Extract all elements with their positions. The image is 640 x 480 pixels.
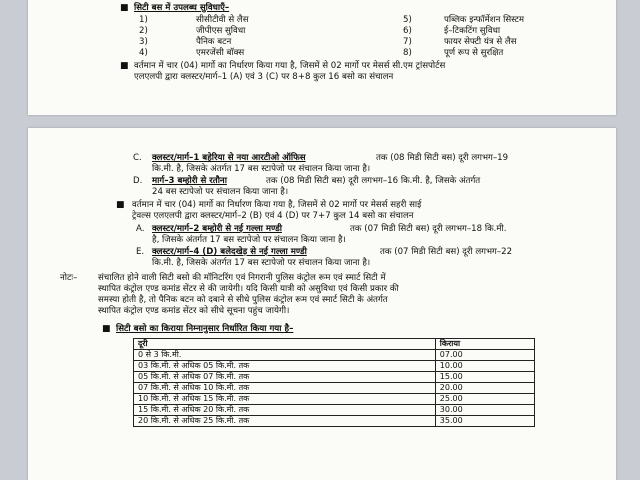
operator-para-line: एलएलपी द्वारा क्लस्टर/मार्ग–1 (A) एवं 3 (C) पर 8+8 कुल 16 बसो का संचालन	[134, 72, 394, 82]
facility-number: 7)	[403, 37, 412, 47]
distance-cell: 07 कि.मी. से अधिक 10 कि.मी. तक	[134, 383, 436, 394]
facility-label: एमरजेंसी बॉक्स	[196, 48, 245, 58]
distance-cell: 10 कि.मी. से अधिक 15 कि.मी. तक	[134, 394, 436, 405]
fare-cell: 20.00	[435, 383, 534, 394]
fare-heading: सिटी बसो का किराया निम्नानुसार निर्धारित किया गया है–	[116, 324, 294, 334]
distance-cell: 15 कि.मी. से अधिक 20 कि.मी. तक	[134, 405, 436, 416]
facility-label: पब्लिक इन्फॉर्मेशन सिस्टम	[444, 15, 524, 25]
note-label: नोटः–	[60, 273, 78, 283]
route-detail: तक (08 मिडी सिटी बस) दूरी लगभग–19	[376, 153, 509, 163]
bullet-icon: ■	[116, 200, 125, 210]
distance-cell: 03 कि.मी. से अधिक 05 कि.मी. तक	[134, 361, 436, 372]
table-row	[134, 361, 535, 372]
operator-para-line: वर्तमान में चार (04) मार्गो का निर्धारण किया गया है, जिसमें से 02 मार्गो पर मेसर्स सी.एम ट्रांसपोर्टस	[134, 61, 446, 71]
route-title: मार्ग–3 बम्होरी से रतौना	[152, 176, 227, 186]
route-detail: कि.मी. है, जिसके अंतर्गत 17 बस स्टापेजो पर संचालन किया जाना है।	[152, 164, 371, 174]
column-header-distance: दूरी	[134, 339, 436, 350]
facility-number: 2)	[139, 26, 148, 36]
route-detail: तक (08 मिडी सिटी बस) दूरी लगभग–16 कि.मी. है, जिसके अंतर्गत	[266, 176, 481, 186]
route-letter: C.	[133, 153, 142, 163]
note-line: स्थापित कंट्रोल एण्ड कमांड सेंटर को सीधे सूचना पहुंच जायेगी।	[98, 306, 290, 316]
route-detail: तक (07 मिडी सिटी बस) दूरी लगभग–22	[380, 247, 513, 257]
table-row	[134, 416, 535, 427]
fare-table	[133, 338, 535, 427]
facility-label: सीसीटीवी से लैस	[196, 15, 249, 25]
fare-cell: 10.00	[435, 361, 534, 372]
table-row	[134, 350, 535, 361]
column-header-fare: किराया	[435, 339, 534, 350]
route-title: क्लस्टर/मार्ग–4 (D) बलेदखेड़ से नई गल्ला मण्डी	[152, 247, 307, 257]
fare-cell: 15.00	[435, 372, 534, 383]
facility-label: पैनिक बटन	[196, 37, 232, 47]
note-line: संचालित होने वाली सिटी बसो की मॉनिटरिंग एवं निगरानी पुलिस कंट्रोल रूम एवं स्मार्ट सिटी में	[98, 273, 386, 283]
table-row	[134, 372, 535, 383]
route-detail: कि.मी. है, जिसके अंतर्गत 17 बस स्टापेजो पर संचालन किया जाना है।	[152, 258, 371, 268]
table-row	[134, 405, 535, 416]
distance-cell: 20 कि.मी. से अधिक 25 कि.मी. तक	[134, 416, 436, 427]
fare-cell: 25.00	[435, 394, 534, 405]
facility-number: 3)	[139, 37, 148, 47]
route-title: क्लस्टर/मार्ग–2 बम्होरी से नई गल्ला मण्डी	[152, 224, 282, 234]
facility-number: 1)	[139, 15, 148, 25]
table-header-row	[134, 339, 535, 350]
note-line: समस्या होती है, तो पैनिक बटन को दबाने से सीधे पुलिस कंट्रोल रूम एवं स्मार्ट सिटी के अंतर्गत	[98, 295, 388, 305]
bullet-icon: ■	[102, 324, 111, 334]
fare-cell: 30.00	[435, 405, 534, 416]
route-detail: 24 बस स्टापेजो पर संचालन किया जाना है।	[152, 187, 289, 197]
table-row	[134, 394, 535, 405]
facility-number: 6)	[403, 26, 412, 36]
facility-label: फायर सेफ्टी यंत्र से लैस	[444, 37, 517, 47]
fare-cell: 07.00	[435, 350, 534, 361]
fare-cell: 35.00	[435, 416, 534, 427]
route-title: क्लस्टर/मार्ग–1 बहेरिया से नया आरटीओ ऑफिस	[152, 153, 306, 163]
bullet-icon: ■	[120, 61, 129, 71]
document-page-2	[28, 128, 616, 480]
document-page-1	[28, 0, 616, 115]
facilities-heading: सिटी बस में उपलब्ध सुविधाएँ–	[134, 3, 230, 13]
facility-label: ई–टिकटिंग सुविधा	[444, 26, 501, 36]
route-letter: A.	[136, 224, 145, 234]
distance-cell: 05 कि.मी. से अधिक 07 कि.मी. तक	[134, 372, 436, 383]
facility-label: पूर्ण रूप से सुरक्षित	[444, 48, 504, 58]
facility-number: 4)	[139, 48, 148, 58]
note-line: स्थापित कंट्रोल एण्ड कमांड सेंटर से की जायेगी। यदि किसी यात्री को असुविधा एवं किसी प्रकार की	[98, 284, 399, 294]
bullet-icon: ■	[120, 3, 129, 13]
route-letter: D.	[133, 176, 143, 186]
route-detail: तक (07 मिडी सिटी बस) दूरी लगभग–18 कि.मी.	[350, 224, 507, 234]
route-detail: है, जिसके अंतर्गत 17 बस स्टापेजो पर संचालन किया जाना है।	[152, 235, 346, 245]
facility-label: जीपीएस सुविधा	[196, 26, 246, 36]
facility-number: 5)	[403, 15, 412, 25]
distance-cell: 0 से 3 कि.मी.	[134, 350, 436, 361]
operator-para-line: वर्तमान में चार (04) मार्गो का निर्धारण किया गया है, जिसमें से 02 मार्गो पर मेसर्स सहरी साई	[132, 200, 422, 210]
facility-number: 8)	[403, 48, 412, 58]
route-letter: E.	[136, 247, 145, 257]
operator-para-line: ट्रेवल्स एलएलपी द्वारा क्लस्टर/मार्ग–2 (B) एवं 4 (D) पर 7+7 कुल 14 बसो का संचालन	[132, 211, 414, 221]
table-row	[134, 383, 535, 394]
